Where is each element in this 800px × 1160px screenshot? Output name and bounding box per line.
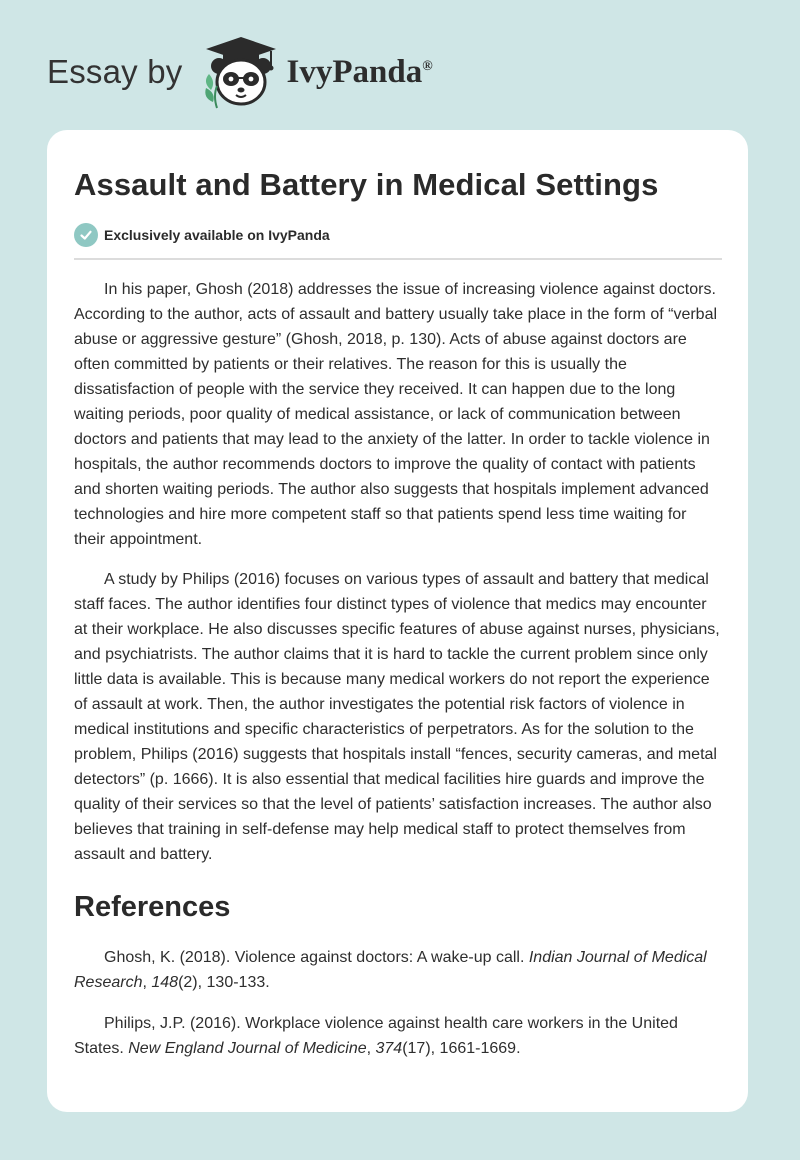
reference-item: Philips, J.P. (2016). Workplace violence against health care workers in the United States. New England Journal of Medicine, 374(17), 1661-1669.	[74, 1015, 678, 1057]
body-paragraph-1: In his paper, Ghosh (2018) addresses the issue of increasing violence against doctors. According to the author, acts of assault and battery usually take place in the form of “verbal abuse or aggressive gesture” (Ghosh, 2018, p. 130). Acts of abuse against doctors are often committed by patients or their relatives. The reason for this is usually the dissatisfaction of people with the service they received. It can happen due to the long waiting periods, poor quality of medical assistance, or lack of communication between doctors and patients that may lead to the anxiety of the latter. In order to tackle violence in hospitals, the author recommends doctors to improve the quality of contact with patients and shorten waiting periods. The author also suggests that hospitals implement advanced technologies and hire more competent staff so that patients spend less time waiting for their appointment.	[74, 281, 718, 548]
brand-prefix: Essay by	[47, 53, 183, 90]
reference-journal: Indian Journal of Medical Research	[74, 949, 707, 991]
reference-volume: 148	[151, 974, 179, 991]
panda-graduate-icon	[197, 34, 285, 110]
divider	[74, 258, 722, 260]
site-logo[interactable]	[47, 34, 433, 110]
brand-name: IvyPanda®	[286, 53, 433, 90]
exclusive-badge	[74, 221, 722, 249]
reference-journal: New England Journal of Medicine	[128, 1040, 367, 1057]
body-paragraph-2: A study by Philips (2016) focuses on various types of assault and battery that medical staff faces. The author identifies four distinct types of violence that medics may encounter at their workplace. He also discusses specific features of abuse against nurses, physicians, and psychiatrists. The author claims that it is hard to tackle the current problem since only little data is available. This is because many medical workers do not report the experience of assault at work. Then, the author investigates the potential risk factors of violence in medical institutions and specific characteristics of perpetrators. As for the solution to the problem, Philips (2016) suggests that hospitals install “fences, security cameras, and metal detectors” (p. 1666). It is also essential that medical facilities hire guards and improve the quality of their services so that the level of patients’ satisfaction increases. The author also believes that training in self-defense may help medical staff to protect themselves from assault and battery.	[74, 571, 720, 863]
registered-mark: ®	[422, 58, 433, 74]
essay-card	[47, 130, 748, 1112]
references-heading: References	[74, 891, 231, 923]
check-circle-icon	[74, 223, 98, 247]
reference-volume: 374	[375, 1040, 403, 1057]
reference-item: Ghosh, K. (2018). Violence against doctors: A wake-up call. Indian Journal of Medical Research, 148(2), 130-133.	[74, 949, 707, 991]
essay-title: Assault and Battery in Medical Settings	[74, 167, 659, 202]
exclusive-badge-text: Exclusively available on IvyPanda	[104, 227, 330, 243]
